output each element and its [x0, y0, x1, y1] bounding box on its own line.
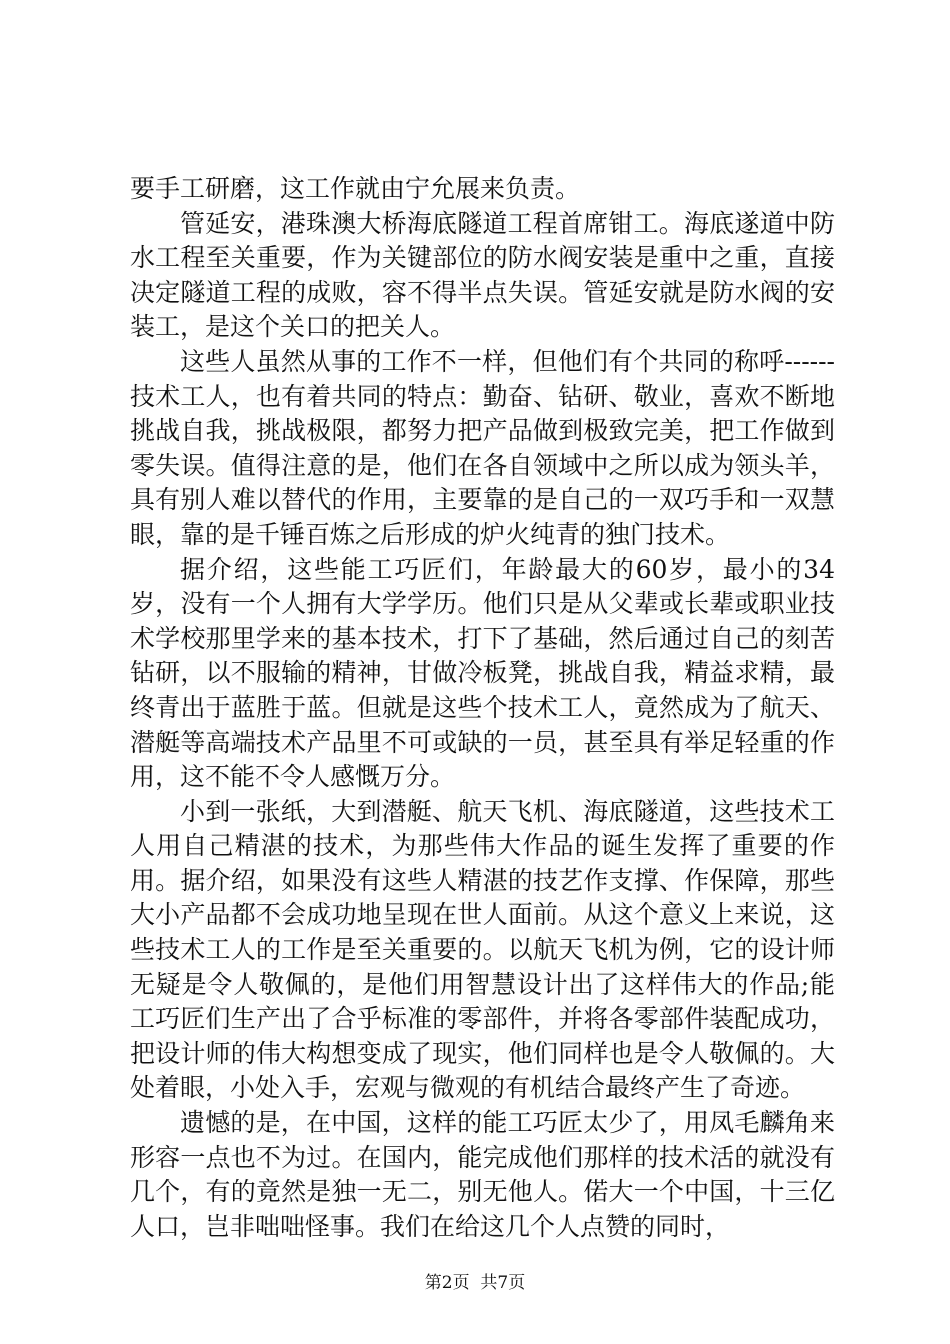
paragraph-craftsmen-background: 据介绍，这些能工巧匠们，年龄最大的60岁，最小的34岁，没有一个人拥有大学学历。他们只是从父辈或长辈或职业技术学校那里学来的基本技术，打下了基础，然后通过自己的刻苦钻研，以不服输的精神，甘做冷板凳，挑战自我，精益求精，最终青出于蓝胜于蓝。但就是这些个技术工人，竟然成为了航天、潜艇等高端技术产品里不可或缺的一员，甚至具有举足轻重的作用，这不能不令人感慨万分。: [130, 554, 835, 792]
page-footer: 第2页 共7页: [424, 1273, 526, 1293]
paragraph-technical-workers: 这些人虽然从事的工作不一样，但他们有个共同的称呼------技术工人，也有着共同的特点：勤奋、钻研、敬业，喜欢不断地挑战自我，挑战极限，都努力把产品做到极致完美，把工作做到零失误。值得注意的是，他们在各自领域中之所以成为领头羊，具有别人难以替代的作用，主要靠的是自己的一双巧手和一双慧眼，靠的是千锤百炼之后形成的炉火纯青的独门技术。: [130, 346, 835, 549]
paragraph-continuation: 要手工研磨，这工作就由宁允展来负责。: [130, 174, 581, 203]
body-text: [130, 172, 835, 1244]
paragraph-importance: 小到一张纸，大到潜艇、航天飞机、海底隧道，这些技术工人用自己精湛的技术，为那些伟大作品的诞生发挥了重要的作用。据介绍，如果没有这些人精湛的技艺作支撑、作保障，那些大小产品都不会成功地呈现在世人面前。从这个意义上来说，这些技术工人的工作是至关重要的。以航天飞机为例，它的设计师无疑是令人敬佩的，是他们用智慧设计出了这样伟大的作品;能工巧匠们生产出了合乎标准的零部件，并将各零部件装配成功，把设计师的伟大构想变成了现实，他们同样也是令人敬佩的。大处着眼，小处入手，宏观与微观的有机结合最终产生了奇迹。: [130, 796, 835, 1103]
paragraph-regret: 遗憾的是，在中国，这样的能工巧匠太少了，用凤毛麟角来形容一点也不为过。在国内，能完成他们那样的技术活的就没有几个，有的竟然是独一无二，别无他人。偌大一个中国，十三亿人口，岂非咄咄怪事。我们在给这几个人点赞的同时，: [130, 1108, 835, 1241]
paragraph-guan-yanan: 管延安，港珠澳大桥海底隧道工程首席钳工。海底遂道中防水工程至关重要，作为关键部位的防水阀安装是重中之重，直接决定隧道工程的成败，容不得半点失误。管延安就是防水阀的安装工，是这个关口的把关人。: [130, 208, 835, 342]
